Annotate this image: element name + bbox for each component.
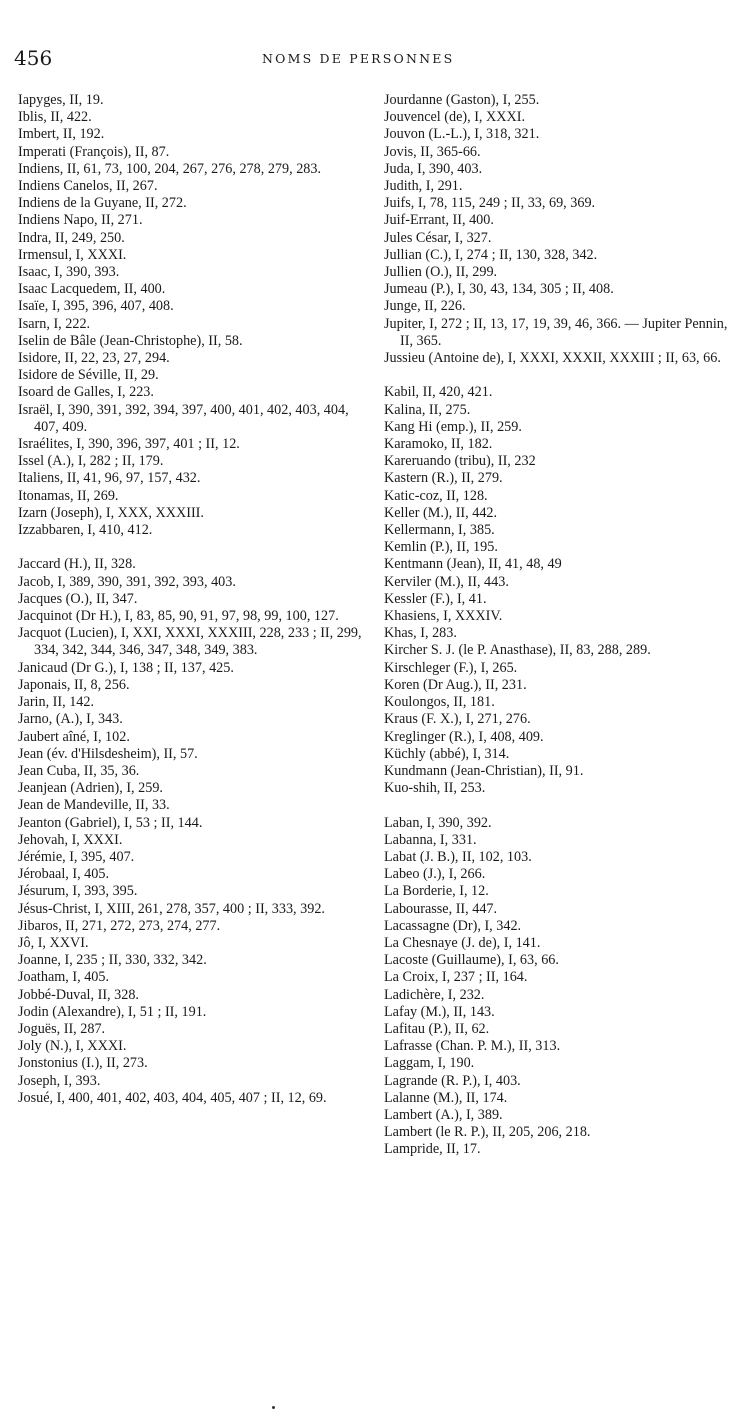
index-entry: Jérobaal, I, 405.	[18, 866, 110, 883]
index-entry: Jouvon (L.-L.), I, 318, 321.	[384, 126, 540, 143]
index-entry: Italiens, II, 41, 96, 97, 157, 432.	[18, 470, 201, 487]
index-entry: Joanne, I, 235 ; II, 330, 332, 342.	[18, 952, 207, 969]
index-entry: Jacquinot (Dr H.), I, 83, 85, 90, 91, 97, 98, 99, 100, 127.	[18, 608, 339, 625]
index-entry: Juifs, I, 78, 115, 249 ; II, 33, 69, 369.	[384, 195, 596, 212]
index-entry: La Chesnaye (J. de), I, 141.	[384, 934, 541, 951]
index-entry: Lafay (M.), II, 143.	[384, 1003, 495, 1020]
index-entry: Jourdanne (Gaston), I, 255.	[384, 92, 540, 108]
index-entry: Jean Cuba, II, 35, 36.	[18, 762, 140, 779]
index-entry: Issel (A.), I, 282 ; II, 179.	[18, 453, 164, 470]
index-entry: Lafrasse (Chan. P. M.), II, 313.	[384, 1038, 561, 1055]
index-entry: Israélites, I, 390, 396, 397, 401 ; II, 12.	[18, 436, 240, 453]
index-entry: Joguës, II, 287.	[18, 1020, 106, 1037]
index-entry: Iblis, II, 422.	[18, 109, 92, 126]
index-entry: Jovis, II, 365-66.	[384, 143, 481, 160]
index-entry: Indiens de la Guyane, II, 272.	[18, 195, 187, 212]
index-entry: Jibaros, II, 271, 272, 273, 274, 277.	[18, 917, 221, 934]
index-entry: Lagrande (R. P.), I, 403.	[384, 1072, 521, 1089]
index-entry: Jullian (C.), I, 274 ; II, 130, 328, 342.	[384, 246, 598, 263]
index-entry: Jaccard (H.), II, 328.	[18, 556, 136, 573]
left-column	[18, 92, 364, 1107]
section-gap	[384, 797, 730, 814]
index-entry: Jaubert aîné, I, 102.	[18, 728, 130, 745]
index-entry: Jarin, II, 142.	[18, 694, 95, 711]
index-entry: Jérémie, I, 395, 407.	[18, 848, 135, 865]
index-entry: Jupiter, I, 272 ; II, 13, 17, 19, 39, 46, 366. — Jupiter Pennin, II, 365.	[384, 315, 728, 349]
index-entry: Jô, I, XXVI.	[18, 934, 89, 951]
index-entry: Lacoste (Guillaume), I, 63, 66.	[384, 952, 559, 969]
index-entry: Jussieu (Antoine de), I, XXXI, XXXII, XXXIII ; II, 63, 66.	[384, 350, 721, 367]
index-entry: Jeanjean (Adrien), I, 259.	[18, 780, 163, 797]
index-entry: Jehovah, I, XXXI.	[18, 831, 123, 848]
index-entry: Jobbé-Duval, II, 328.	[18, 986, 139, 1003]
index-entry: Keller (M.), II, 442.	[384, 504, 498, 521]
index-entry: Kundmann (Jean-Christian), II, 91.	[384, 762, 584, 779]
index-entry: Jules César, I, 327.	[384, 229, 492, 246]
index-entry: Laban, I, 390, 392.	[384, 814, 492, 831]
index-entry: Lacassagne (Dr), I, 342.	[384, 917, 522, 934]
index-entry: Labeo (J.), I, 266.	[384, 866, 486, 883]
index-entry: Josué, I, 400, 401, 402, 403, 404, 405, 407 ; II, 12, 69.	[18, 1089, 327, 1106]
index-group-l	[384, 815, 730, 1159]
index-entry: Isaac, I, 390, 393.	[18, 264, 120, 281]
index-entry: Joly (N.), I, XXXI.	[18, 1038, 127, 1055]
index-entry: Jodin (Alexandre), I, 51 ; II, 191.	[18, 1003, 207, 1020]
index-entry: Kastern (R.), II, 279.	[384, 470, 503, 487]
index-entry: Isarn, I, 222.	[18, 315, 91, 332]
index-entry: Juif-Errant, II, 400.	[384, 212, 494, 229]
running-head: NOMS DE PERSONNES	[262, 51, 455, 66]
index-entry: Isaïe, I, 395, 396, 407, 408.	[18, 298, 174, 315]
index-entry: Japonais, II, 8, 256.	[18, 676, 130, 693]
index-entry: Joatham, I, 405.	[18, 969, 110, 986]
index-entry: Judith, I, 291.	[384, 178, 463, 195]
index-entry: Isidore, II, 22, 23, 27, 294.	[18, 350, 170, 367]
index-entry: Lalanne (M.), II, 174.	[384, 1089, 508, 1106]
index-entry: Indiens Canelos, II, 267.	[18, 178, 158, 195]
index-entry: La Croix, I, 237 ; II, 164.	[384, 969, 528, 986]
footer-mark	[272, 1406, 275, 1409]
index-entry: Jouvencel (de), I, XXXI.	[384, 109, 526, 126]
index-entry: Jullien (O.), II, 299.	[384, 264, 498, 281]
index-entry: Indra, II, 249, 250.	[18, 229, 125, 246]
index-entry: Labat (J. B.), II, 102, 103.	[384, 848, 532, 865]
index-entry: Kareruando (tribu), II, 232	[384, 453, 536, 470]
index-entry: Karamoko, II, 182.	[384, 436, 493, 453]
index-entry: Izzabbaren, I, 410, 412.	[18, 522, 153, 539]
index-entry: Iapyges, II, 19.	[18, 92, 104, 108]
index-group-j-continued	[384, 92, 730, 367]
index-entry: Indiens Napo, II, 271.	[18, 212, 143, 229]
index-entry: Kerviler (M.), II, 443.	[384, 573, 509, 590]
index-entry: Khasiens, I, XXXIV.	[384, 608, 503, 625]
index-entry: Küchly (abbé), I, 314.	[384, 745, 510, 762]
index-entry: Kreglinger (R.), I, 408, 409.	[384, 728, 544, 745]
index-entry: Isoard de Galles, I, 223.	[18, 384, 154, 401]
index-entry: Jacob, I, 389, 390, 391, 392, 393, 403.	[18, 573, 236, 590]
index-entry: Jean de Mandeville, II, 33.	[18, 797, 170, 814]
index-entry: Katic-coz, II, 128.	[384, 487, 488, 504]
index-entry: Itonamas, II, 269.	[18, 487, 119, 504]
index-entry: Kellermann, I, 385.	[384, 522, 495, 539]
index-entry: Imperati (François), II, 87.	[18, 143, 170, 160]
index-entry: Kircher S. J. (le P. Anasthase), II, 83, 288, 289.	[384, 642, 651, 659]
index-entry: Jarno, (A.), I, 343.	[18, 711, 123, 728]
index-entry: Lafitau (P.), II, 62.	[384, 1020, 490, 1037]
section-gap	[18, 539, 364, 556]
index-entry: Jeanton (Gabriel), I, 53 ; II, 144.	[18, 814, 203, 831]
index-entry: Iselin de Bâle (Jean-Christophe), II, 58.	[18, 332, 243, 349]
index-entry: La Borderie, I, 12.	[384, 883, 489, 900]
index-group-j	[18, 556, 364, 1107]
page-number: 456	[14, 46, 53, 70]
index-entry: Kuo-shih, II, 253.	[384, 780, 486, 797]
index-entry: Labourasse, II, 447.	[384, 900, 498, 917]
index-entry: Koren (Dr Aug.), II, 231.	[384, 676, 527, 693]
index-entry: Kemlin (P.), II, 195.	[384, 539, 498, 556]
index-entry: Jacquot (Lucien), I, XXI, XXXI, XXXIII, 228, 233 ; II, 299, 334, 342, 344, 346, 347, 348, 349, 383.	[18, 625, 362, 659]
index-entry: Isaac Lacquedem, II, 400.	[18, 281, 166, 298]
index-entry: Jésus-Christ, I, XIII, 261, 278, 357, 400 ; II, 333, 392.	[18, 900, 325, 917]
index-entry: Izarn (Joseph), I, XXX, XXXIII.	[18, 504, 204, 521]
index-group-i	[18, 92, 364, 539]
index-entry: Labanna, I, 331.	[384, 831, 477, 848]
index-entry: Kessler (F.), I, 41.	[384, 590, 487, 607]
index-entry: Isidore de Séville, II, 29.	[18, 367, 159, 384]
index-entry: Irmensul, I, XXXI.	[18, 246, 127, 263]
index-entry: Jean (év. d'Hilsdesheim), II, 57.	[18, 745, 198, 762]
index-entry: Kang Hi (emp.), II, 259.	[384, 418, 522, 435]
index-entry: Joseph, I, 393.	[18, 1072, 101, 1089]
index-entry: Janicaud (Dr G.), I, 138 ; II, 137, 425.	[18, 659, 234, 676]
index-entry: Imbert, II, 192.	[18, 126, 105, 143]
index-entry: Kalina, II, 275.	[384, 401, 471, 418]
index-entry: Junge, II, 226.	[384, 298, 466, 315]
index-entry: Israël, I, 390, 391, 392, 394, 397, 400, 401, 402, 403, 404, 407, 409.	[18, 401, 349, 435]
index-entry: Ladichère, I, 232.	[384, 986, 485, 1003]
index-entry: Indiens, II, 61, 73, 100, 204, 267, 276, 278, 279, 283.	[18, 160, 322, 177]
index-entry: Lambert (le R. P.), II, 205, 206, 218.	[384, 1124, 591, 1141]
index-entry: Kraus (F. X.), I, 271, 276.	[384, 711, 531, 728]
index-entry: Laggam, I, 190.	[384, 1055, 475, 1072]
index-entry: Kirschleger (F.), I, 265.	[384, 659, 518, 676]
index-entry: Jacques (O.), II, 347.	[18, 590, 138, 607]
index-entry: Kentmann (Jean), II, 41, 48, 49	[384, 556, 562, 573]
index-group-k	[384, 384, 730, 797]
index-entry: Jonstonius (I.), II, 273.	[18, 1055, 148, 1072]
index-entry: Jumeau (P.), I, 30, 43, 134, 305 ; II, 408.	[384, 281, 614, 298]
section-gap	[384, 367, 730, 384]
index-entry: Kabil, II, 420, 421.	[384, 384, 493, 401]
right-column	[384, 92, 730, 1159]
index-entry: Lampride, II, 17.	[384, 1141, 481, 1158]
index-entry: Lambert (A.), I, 389.	[384, 1106, 503, 1123]
index-entry: Jésurum, I, 393, 395.	[18, 883, 138, 900]
index-entry: Koulongos, II, 181.	[384, 694, 495, 711]
index-entry: Khas, I, 283.	[384, 625, 457, 642]
index-entry: Juda, I, 390, 403.	[384, 160, 483, 177]
